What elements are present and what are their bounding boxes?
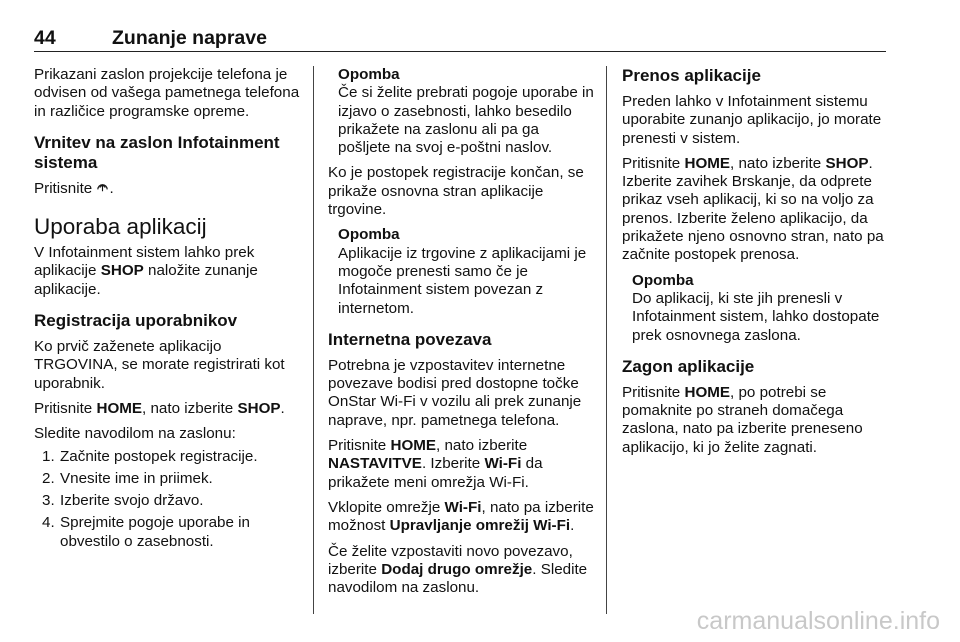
net-paragraph-3: Vklopite omrežje Wi-Fi, nato pa izberite možnost Upravljanje omrežij Wi-Fi. (328, 498, 594, 535)
transfer-paragraph-2: Pritisnite HOME, nato izberite SHOP. Izberite zavihek Brskanje, da odprete prikaz vseh aplikacij, ki so na voljo za prenos. Izberite želeno aplikacijo, da prikažete njeno osnovno stran, nato pa začnite postopek prenosa. (622, 154, 884, 264)
start-paragraph: Pritisnite HOME, po potrebi se pomaknite po straneh domačega zaslona, nato pa izberite preneseno aplikacijo, ki jo želite zagnati. (622, 383, 863, 456)
column-divider (313, 66, 314, 614)
note-terms: Opomba Če si želite prebrati pogoje uporabe in izjavo o zasebnosti, lahko besedilo prikažete na zaslonu ali pa ga pošljete na svoj e-poštni naslov. (338, 66, 594, 157)
page-header (34, 27, 886, 52)
note-access: Opomba Do aplikacij, ki ste jih prenesli v Infotainment sistem, lahko dostopate prek osnovnega zaslona. (632, 271, 880, 344)
column-1 (34, 66, 302, 555)
list-item: 3. Izberite svojo državo. (42, 492, 204, 510)
heading-return: Vrnitev na zaslon Infotainment sistema (34, 132, 280, 172)
column-divider (606, 66, 607, 614)
net-paragraph-2: Pritisnite HOME, nato izberite NASTAVITVE. Izberite Wi-Fi da prikažete meni omrežja Wi-Fi. (328, 437, 543, 491)
reg-paragraph-3: Sledite navodilom na zaslonu: (34, 425, 236, 443)
press-home-paragraph: Pritisnite . (34, 179, 114, 197)
column-2 (328, 66, 594, 604)
reg-complete-paragraph: Ko je postopek registracije končan, se prikaže osnovna stran aplikacije trgovine. (328, 164, 584, 219)
page-title: Zunanje naprave (112, 27, 267, 49)
watermark: carmanualsonline.info (696, 607, 940, 635)
heading-transfer: Prenos aplikacije (622, 66, 761, 85)
list-item: 2. Vnesite ime in priimek. (42, 469, 213, 487)
page-number: 44 (34, 27, 56, 49)
net-paragraph-4: Če želite vzpostaviti novo povezavo, izberite Dodaj drugo omrežje. Sledite navodilom na zaslonu. (328, 542, 588, 597)
registration-steps (34, 448, 302, 551)
list-item: 1. Začnite postopek registracije. (42, 447, 258, 465)
use-paragraph: V Infotainment sistem lahko prek aplikacije SHOP naložite zunanje aplikacije. (34, 244, 258, 298)
reg-paragraph-2: Pritisnite HOME, nato izberite SHOP. (34, 399, 285, 417)
reg-paragraph-1: Ko prvič zaženete aplikacijo TRGOVINA, se morate registrirati kot uporabnik. (34, 338, 285, 392)
column-3 (622, 66, 888, 464)
note-internet: Opomba Aplikacije iz trgovine z aplikacijami je mogoče prenesti samo če je Infotainment sistem povezan z internetom. (338, 226, 587, 317)
heading-start-app: Zagon aplikacije (622, 356, 755, 376)
heading-registration: Registracija uporabnikov (34, 311, 238, 331)
transfer-paragraph-1: Preden lahko v Infotainment sistemu uporabite zunanjo aplikacijo, jo morate prenesti v sistem. (622, 93, 882, 147)
home-icon (96, 181, 109, 194)
net-paragraph-1: Potrebna je vzpostavitev internetne povezave bodisi pred dostopne točke OnStar Wi-Fi v vozilu ali prek zunanje naprave, npr. pametnega telefona. (328, 356, 582, 429)
heading-use-apps: Uporaba aplikacij (34, 214, 207, 240)
heading-internet: Internetna povezava (328, 329, 492, 349)
list-item: 4. Sprejmite pogoje uporabe in obvestilo o zasebnosti. (42, 514, 250, 550)
intro-paragraph: Prikazani zaslon projekcije telefona je odvisen od vašega pametnega telefona in različice programske opreme. (34, 66, 300, 120)
